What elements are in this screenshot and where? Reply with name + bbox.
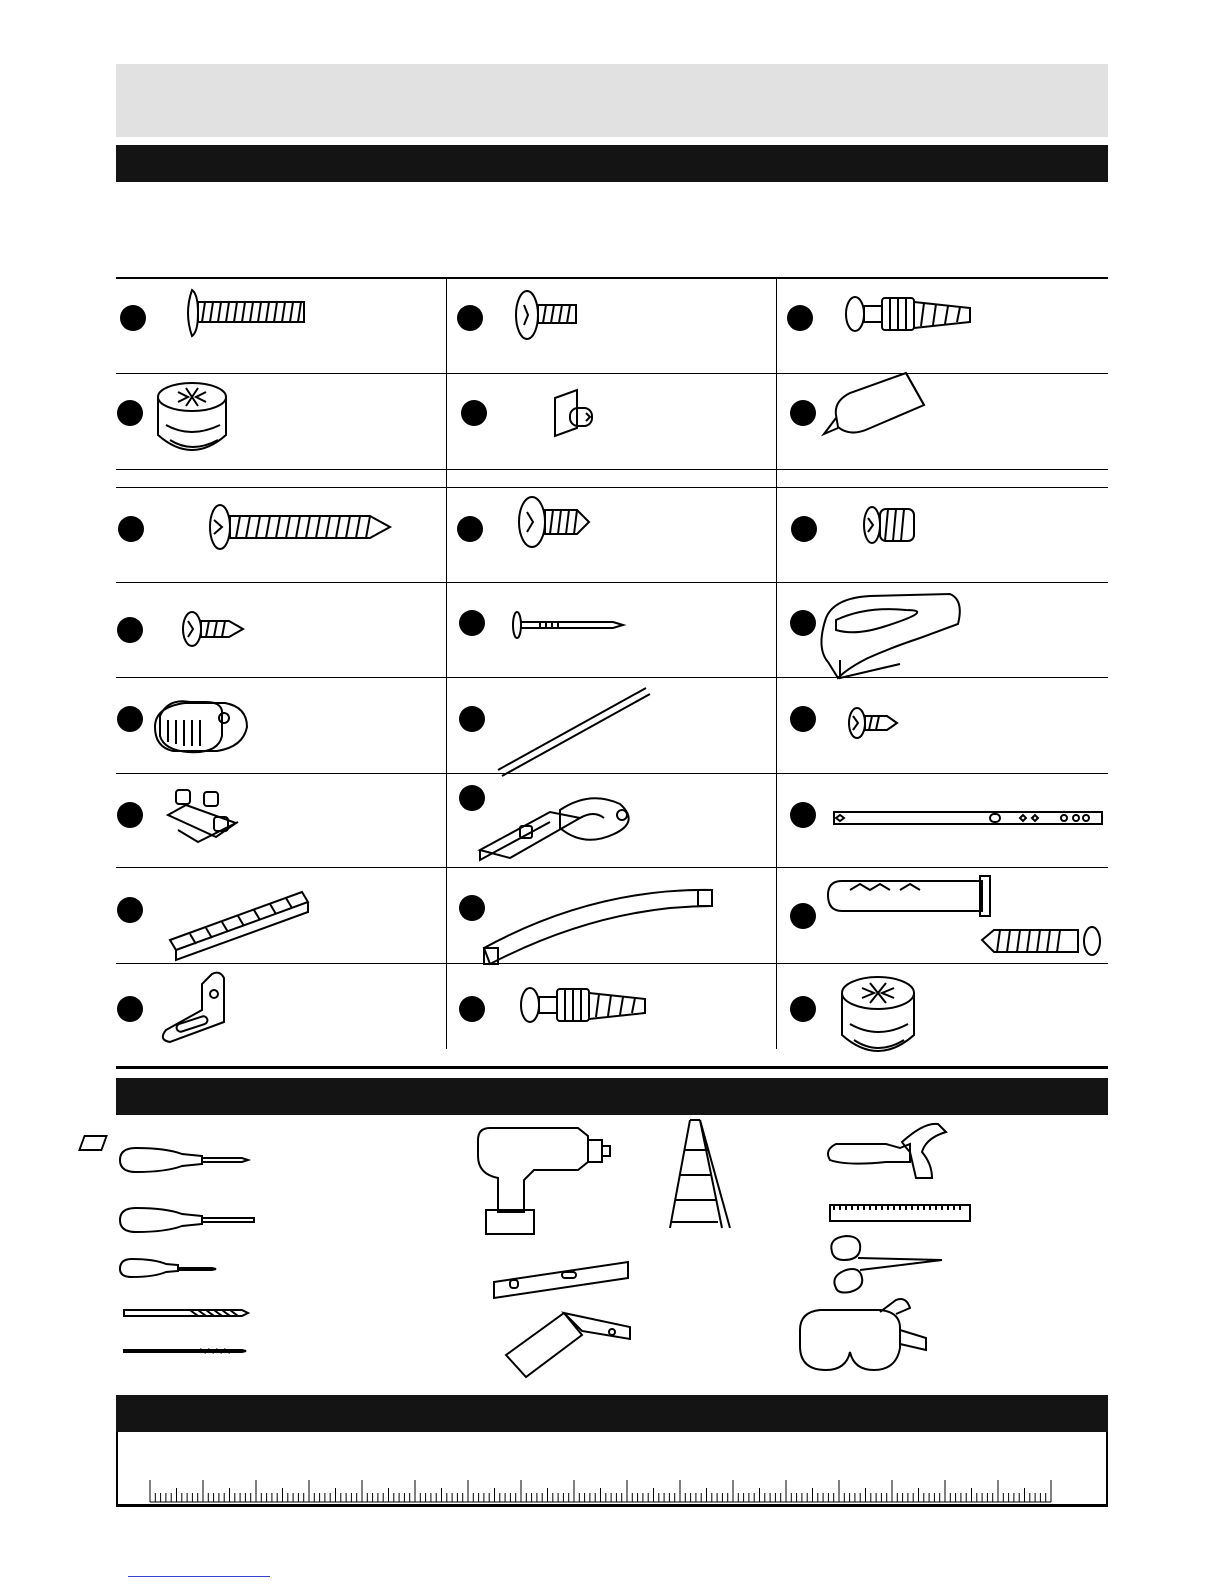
leveller-foot-icon	[155, 701, 247, 752]
cable-strip-icon	[170, 892, 308, 960]
clip-icon	[821, 594, 959, 678]
angle-bracket-icon	[163, 973, 224, 1042]
measuring-scale	[116, 1432, 1108, 1507]
drill-bit-thin-icon	[124, 1349, 246, 1353]
long-wood-screw-icon	[210, 505, 390, 549]
shelf-support-icon	[555, 390, 592, 436]
hammer-icon	[828, 1124, 946, 1178]
spirit-level-icon	[494, 1262, 628, 1298]
machine-screw-icon	[188, 290, 304, 336]
cordless-drill-icon	[79, 1128, 610, 1234]
drill-bit-icon	[124, 1310, 248, 1316]
wall-plug-screw-icon	[828, 876, 1100, 955]
pan-head-screw-icon	[516, 291, 576, 339]
cam-dowel-icon	[521, 988, 645, 1022]
try-square-icon	[506, 1313, 630, 1377]
cam-lock-icon	[842, 977, 914, 1051]
flat-screwdriver-icon	[120, 1208, 254, 1232]
phillips-screwdriver-icon	[120, 1148, 248, 1172]
small-screw-icon	[849, 708, 897, 738]
cam-dowel-icon	[846, 297, 970, 331]
rod-icon	[498, 688, 650, 776]
hinge-plate-icon	[168, 790, 238, 842]
small-screwdriver-icon	[120, 1259, 216, 1277]
step-ladder-icon	[670, 1120, 730, 1228]
ruler-section-bar	[116, 1395, 1108, 1432]
footer-link-underline[interactable]	[128, 1576, 270, 1577]
glue-tube-icon	[824, 373, 924, 434]
ruler-icon	[830, 1205, 970, 1221]
drawer-runner-icon	[834, 812, 1102, 824]
cam-lock-icon	[158, 383, 226, 450]
scissors-icon	[831, 1236, 942, 1293]
hinge-icon	[480, 798, 629, 860]
euro-screw-icon	[864, 507, 914, 543]
nail-icon	[513, 612, 623, 638]
tools-illustrations	[0, 1110, 1225, 1390]
handle-icon	[484, 890, 712, 964]
flange-screw-icon	[519, 497, 589, 547]
short-screw-icon	[183, 612, 243, 646]
safety-glasses-icon	[800, 1299, 926, 1370]
